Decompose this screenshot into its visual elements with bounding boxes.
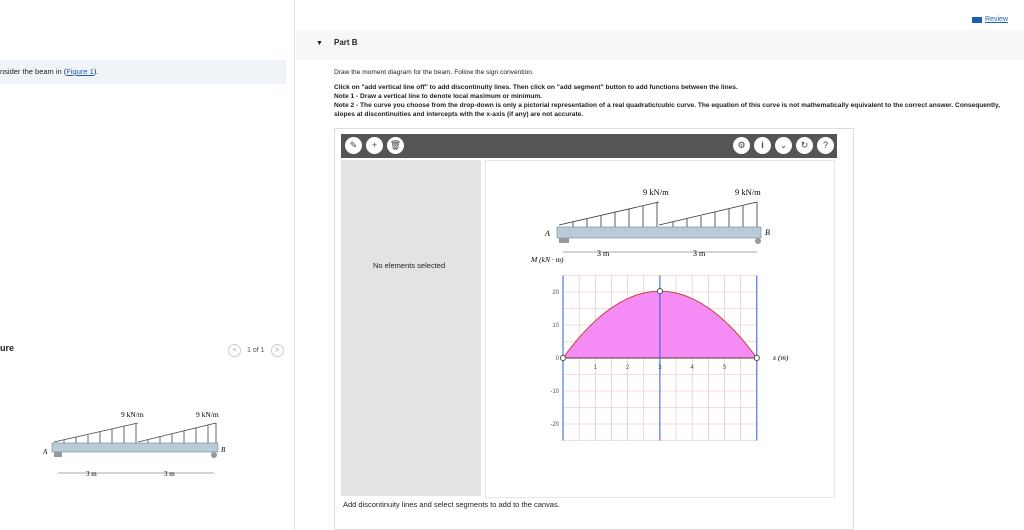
add-segment-button[interactable]: + [366, 137, 383, 154]
figure-heading: ure [0, 343, 15, 353]
statement-prefix: nsider the beam in ( [0, 67, 67, 76]
load-left-label: 9 kN/m [121, 410, 144, 419]
y-tick-label: 20 [552, 290, 559, 296]
figure-beam [36, 405, 246, 485]
load-right-label: 9 kN/m [196, 410, 219, 419]
part-title: Part B [334, 38, 358, 47]
y-tick-label: 10 [552, 323, 559, 329]
prev-figure-button[interactable]: < [228, 344, 241, 357]
canvas-support-a-label: A [545, 229, 550, 238]
statement-suffix: ). [93, 67, 99, 76]
control-point [657, 289, 662, 294]
x-tick-label: 3 [658, 365, 662, 371]
canvas-beam-body [557, 227, 761, 238]
span-right-label: 3 m [164, 470, 175, 478]
info-button[interactable]: i [754, 137, 771, 154]
review-link[interactable] [972, 16, 1008, 23]
pager-label: 1 of 1 [247, 347, 265, 354]
settings-icon[interactable]: ⚙ [733, 137, 750, 154]
instruction-note-2: Note 2 - The curve you choose from the drop-down is only a pictorial representation of a real quadratic/cubic curve. The equation of this curve is not mathematically equivalent to the correct answer. Consequently, slopes at discontinuities and intercepts with the x-axis (if any) are not accurate. [334, 102, 1000, 118]
distributed-load-right [138, 423, 216, 443]
pin-support-a [54, 452, 62, 457]
y-tick-label: 0 [555, 356, 559, 362]
canvas-load-left [559, 202, 659, 227]
support-b-label: B [221, 446, 226, 454]
delete-button[interactable]: 🗑 [387, 137, 404, 154]
review-label: Review [985, 16, 1008, 23]
problem-statement [0, 60, 286, 84]
add-vertical-line-button[interactable]: ✎ [345, 137, 362, 154]
canvas-span-right-label: 3 m [693, 249, 706, 258]
y-tick-label: -10 [550, 389, 559, 395]
canvas-load-right-label: 9 kN/m [735, 187, 761, 197]
support-a-label: A [43, 448, 48, 456]
canvas-span-left-label: 3 m [597, 249, 610, 258]
figure-link[interactable]: Figure 1 [66, 67, 94, 76]
no-selection-message: No elements selected [373, 261, 446, 270]
help-button[interactable]: ? [817, 137, 834, 154]
reset-button[interactable]: ↻ [796, 137, 813, 154]
instruction-click: Click on "add vertical line off" to add discontinuity lines. Then click on "add segment" button to add functions between the lines. [334, 84, 738, 91]
control-point [754, 355, 759, 360]
collapse-icon: ▼ [316, 40, 323, 47]
x-axis-label: x (m) [772, 353, 789, 362]
canvas-load-left-label: 9 kN/m [643, 187, 669, 197]
canvas-hint: Add discontinuity lines and select segments to add to the canvas. [343, 500, 560, 509]
figure-pager [228, 344, 284, 357]
moment-diagram[interactable] [528, 250, 798, 445]
x-tick-label: 4 [690, 365, 694, 371]
beam [52, 443, 218, 452]
y-axis-label: M (kN · m) [531, 255, 564, 264]
properties-panel [341, 160, 481, 496]
y-tick-label: -20 [550, 422, 559, 428]
roller-support-b [211, 452, 217, 458]
tool-toolbar [341, 134, 837, 158]
part-b-header[interactable] [296, 30, 1024, 60]
instruction-note-1: Note 1 - Draw a vertical line to denote local maximum or minimum. [334, 93, 543, 100]
dropdown-button[interactable]: ⌄ [775, 137, 792, 154]
canvas-support-b-label: B [765, 228, 770, 237]
instruction-text: Draw the moment diagram for the beam. Follow the sign convention. [334, 69, 534, 76]
distributed-load-left [54, 423, 138, 443]
x-tick-label: 2 [625, 365, 630, 371]
canvas-roller-support [755, 238, 761, 244]
canvas-load-right [659, 202, 757, 227]
next-figure-button[interactable]: > [271, 344, 284, 357]
x-tick-label: 5 [722, 365, 727, 371]
x-tick-label: 1 [593, 365, 597, 371]
control-point [560, 355, 565, 360]
span-left-label: 3 m [86, 470, 97, 478]
canvas-pin-support [559, 238, 569, 243]
review-icon [972, 17, 982, 23]
